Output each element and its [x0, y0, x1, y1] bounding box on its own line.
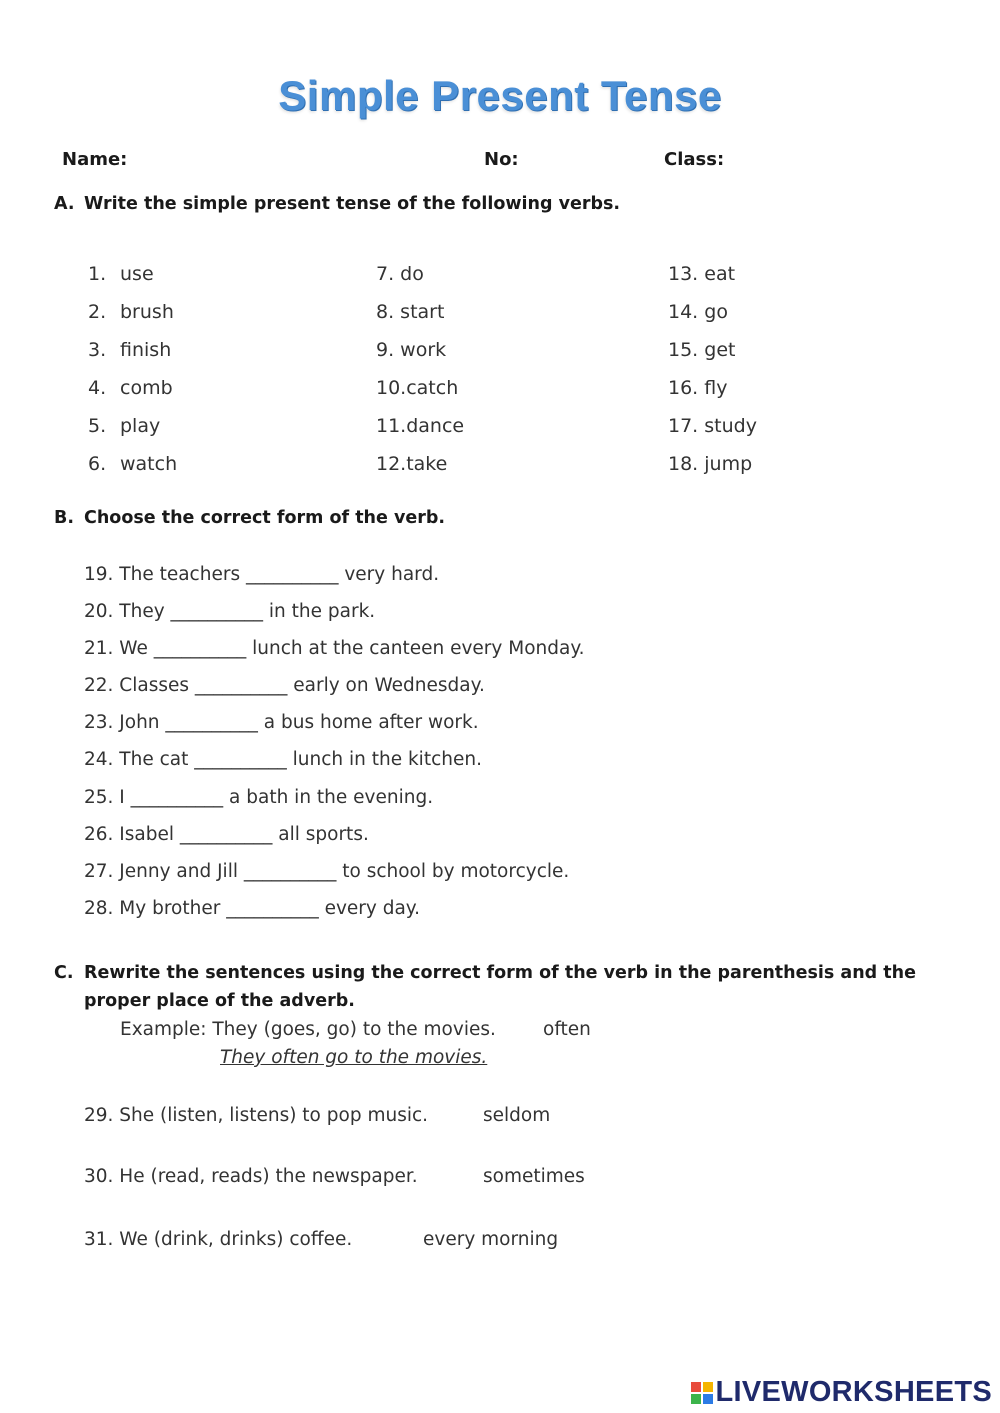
verb-item: 17. study	[668, 415, 757, 437]
verb-item: 8. start	[376, 301, 445, 323]
fill-in-sentence: 27. Jenny and Jill __________ to school by motorcycle.	[84, 861, 570, 882]
liveworksheets-logo	[691, 1376, 993, 1409]
fill-in-sentence: 24. The cat __________ lunch in the kitchen.	[84, 749, 482, 770]
rewrite-adverb: seldom	[483, 1105, 551, 1126]
example-sentence: Example: They (goes, go) to the movies.	[120, 1019, 496, 1040]
verb-item: 15. get	[668, 339, 736, 361]
fill-in-sentence: 23. John __________ a bus home after work.	[84, 712, 479, 733]
verb-item: 7. do	[376, 263, 424, 285]
name-label: Name:	[62, 149, 128, 170]
class-label: Class:	[664, 149, 725, 170]
verb-number: 1.	[88, 263, 107, 285]
verb-item: 14. go	[668, 301, 728, 323]
fill-in-sentence: 28. My brother __________ every day.	[84, 898, 420, 919]
verb-number: 5.	[88, 415, 107, 437]
verb-item: 13. eat	[668, 263, 736, 285]
example-answer: They often go to the movies.	[220, 1047, 488, 1068]
rewrite-adverb: every morning	[423, 1229, 559, 1250]
verb-item: use	[120, 263, 154, 285]
fill-in-sentence: 20. They __________ in the park.	[84, 601, 376, 622]
verb-number: 6.	[88, 453, 107, 475]
fill-in-sentence: 19. The teachers __________ very hard.	[84, 564, 440, 585]
verb-item: 12.take	[376, 453, 448, 475]
verb-number: 2.	[88, 301, 107, 323]
rewrite-sentence: 31. We (drink, drinks) coffee.	[84, 1229, 353, 1250]
verb-number: 4.	[88, 377, 107, 399]
verb-item: play	[120, 415, 161, 437]
verb-item: 16. fly	[668, 377, 728, 399]
rewrite-sentence: 30. He (read, reads) the newspaper.	[84, 1166, 418, 1187]
example-adverb: often	[543, 1019, 591, 1040]
rewrite-adverb: sometimes	[483, 1166, 585, 1187]
fill-in-sentence: 22. Classes __________ early on Wednesday.	[84, 675, 485, 696]
verb-item: 9. work	[376, 339, 447, 361]
verb-item: 11.dance	[376, 415, 465, 437]
fill-in-sentence: 25. I __________ a bath in the evening.	[84, 787, 434, 808]
verb-item: comb	[120, 377, 173, 399]
section-b-marker: B.	[54, 508, 74, 528]
fill-in-sentence: 26. Isabel __________ all sports.	[84, 824, 369, 845]
section-a-marker: A.	[54, 194, 75, 214]
rewrite-sentence: 29. She (listen, listens) to pop music.	[84, 1105, 429, 1126]
verb-item: watch	[120, 453, 178, 475]
section-c-instruction-line2: proper place of the adverb.	[84, 991, 355, 1011]
verb-item: brush	[120, 301, 174, 323]
verb-item: 10.catch	[376, 377, 459, 399]
verb-number: 3.	[88, 339, 107, 361]
section-a-instruction: Write the simple present tense of the following verbs.	[84, 194, 621, 214]
logo-text: LIVEWORKSHEETS	[715, 1376, 992, 1408]
worksheet-title: Simple Present Tense	[278, 72, 722, 119]
section-b-instruction: Choose the correct form of the verb.	[84, 508, 446, 528]
verb-item: finish	[120, 339, 172, 361]
logo-squares-icon	[691, 1382, 713, 1404]
verb-item: 18. jump	[668, 453, 753, 475]
section-c-instruction-line1: Rewrite the sentences using the correct form of the verb in the parenthesis and the	[84, 963, 916, 983]
number-label: No:	[484, 149, 519, 170]
section-c-marker: C.	[54, 963, 74, 983]
fill-in-sentence: 21. We __________ lunch at the canteen every Monday.	[84, 638, 585, 659]
